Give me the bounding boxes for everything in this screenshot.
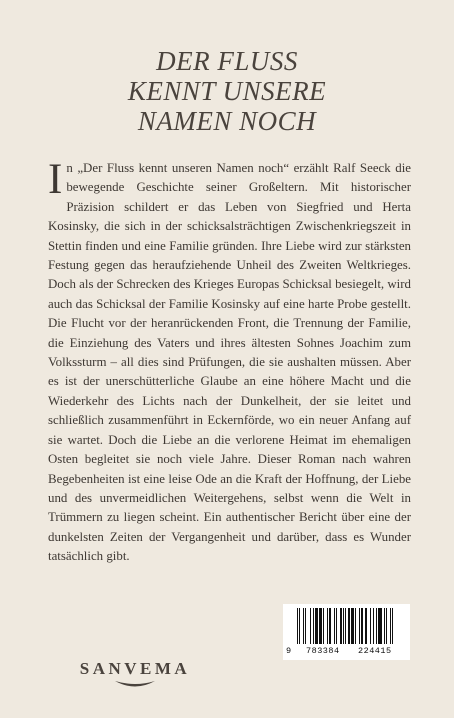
barcode-group-right: 224415 bbox=[358, 646, 392, 656]
blurb-body: n „Der Fluss kennt unseren Namen noch“ erzählt Ralf Seeck die bewegende Geschichte seiner Großeltern. Mit historischer Präzision schildert er das Leben von Siegfried und Herta Kosinsky, die sich in der schicksalsträchtigen Zwischenkriegszeit in Stettin finden und eine Familie gründen. Ihre Liebe wird zur stärksten Festung gegen das heraufziehende Unheil des Zweiten Weltkrieges. Doch als der Schrecken des Krieges Europas Schicksal besiegelt, wird auch das Schicksal der Familie Kosinsky auf eine harte Probe gestellt. Die Flucht vor der heranrückenden Front, die Trennung der Familie, die Einziehung des Vaters und ihres ältesten Sohnes Joachim zum Volkssturm – all dies sind Prüfungen, die sie aushalten müssen. Aber es ist der unerschütterliche Glaube an eine höhere Macht und die Wiederkehr des Lichts nach der Dunkelheit, der sie leitet und schließlich zusammenführt in Eckernförde, wo ein neuer Anfang auf sie wartet. Doch die Liebe an die verlorene Heimat im ehemaligen Osten begleitet sie noch viele Jahre. Dieser Roman nach wahren Begebenheiten ist eine leise Ode an die Kraft der Hoffnung, der Liebe und des unvermeidlichen Weitergehens, selbst wenn die Welt in Trümmern zu liegen scheint. Ein authentischer Bericht über eine der dunkelsten Zeiten der Vergangenheit und darüber, dass es Wunder tatsächlich gibt. bbox=[48, 161, 411, 564]
title-line-2: KENNT UNSERE bbox=[127, 76, 327, 106]
barcode-bars bbox=[297, 608, 403, 644]
book-title bbox=[0, 46, 454, 136]
isbn-barcode bbox=[283, 604, 410, 660]
blurb-text bbox=[48, 156, 411, 567]
barcode-digit-first: 9 bbox=[286, 646, 292, 656]
drop-cap: I bbox=[48, 156, 63, 203]
barcode-group-left: 783384 bbox=[306, 646, 340, 656]
title-line-1: DER FLUSS bbox=[156, 46, 298, 76]
publisher-name: SANVEMA bbox=[79, 659, 191, 678]
publisher-logo bbox=[60, 659, 210, 690]
publisher-mark-icon bbox=[113, 680, 157, 690]
title-line-3: NAMEN NOCH bbox=[137, 106, 317, 136]
barcode-bar bbox=[392, 608, 393, 644]
